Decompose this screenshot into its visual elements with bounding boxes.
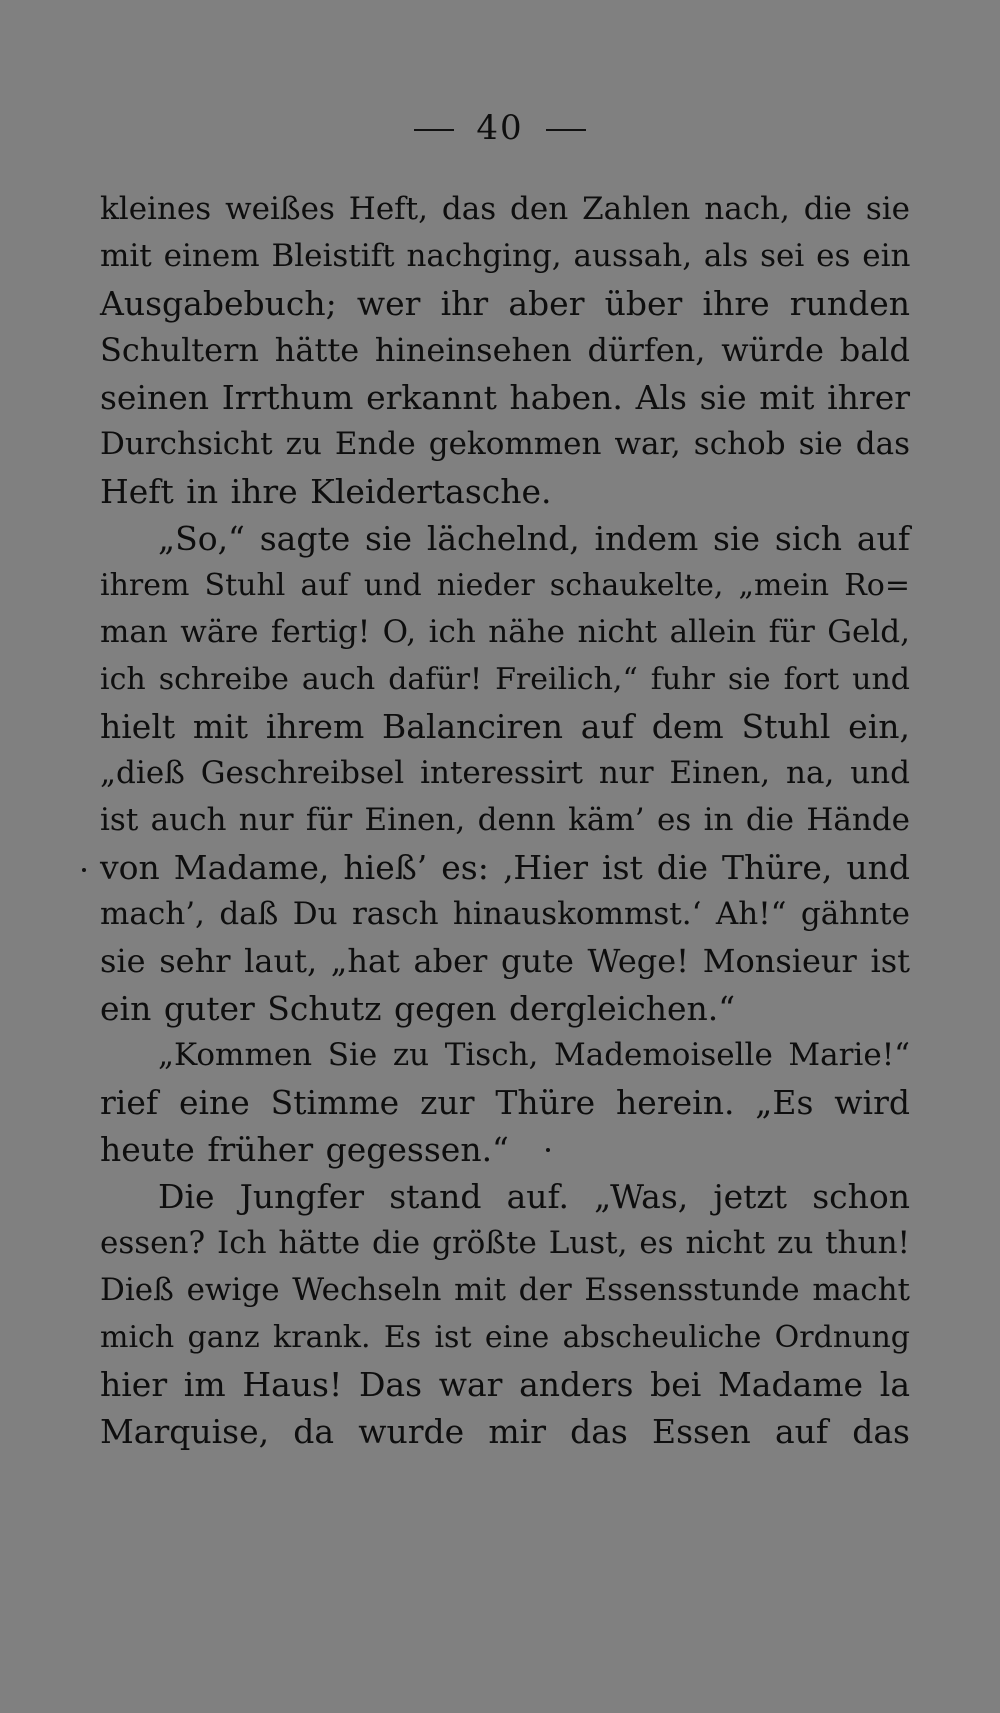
text-line: heute früher gegessen.“	[100, 1130, 509, 1169]
text-line: mit einem Bleistift nachging, aussah, als sei es ein	[100, 238, 911, 274]
ink-speck	[546, 1148, 550, 1152]
text-line: kleines weißes Heft, das den Zahlen nach, die sie	[100, 191, 910, 227]
text-line: von Madame, hieß’ es: ‚Hier ist die Thüre, und	[100, 848, 910, 887]
text-line: Marquise, da wurde mir das Essen auf das	[100, 1412, 910, 1451]
text-line: mich ganz krank. Es ist eine abscheuliche Ordnung	[100, 1320, 910, 1355]
text-line: „Kommen Sie zu Tisch, Mademoiselle Marie!“	[158, 1037, 910, 1073]
ink-speck	[82, 868, 86, 872]
text-line: ist auch nur für Einen, denn käm’ es in die Hände	[100, 802, 910, 838]
text-line: Heft in ihre Kleidertasche.	[100, 472, 552, 511]
text-line: „dieß Geschreibsel interessirt nur Einen, na, und	[100, 755, 910, 791]
text-line: hielt mit ihrem Balanciren auf dem Stuhl ein,	[100, 707, 910, 746]
text-line: sie sehr laut, „hat aber gute Wege! Monsieur ist	[100, 942, 910, 980]
text-line: seinen Irrthum erkannt haben. Als sie mit ihrer	[100, 378, 910, 417]
text-line: ein guter Schutz gegen dergleichen.“	[100, 989, 736, 1028]
page-number-dash-right	[546, 129, 586, 131]
text-line: rief eine Stimme zur Thüre herein. „Es wird	[100, 1083, 910, 1122]
text-line: man wäre fertig! O, ich nähe nicht allein für Geld,	[100, 614, 910, 650]
text-line: „So,“ sagte sie lächelnd, indem sie sich auf	[158, 519, 910, 558]
text-line: Dieß ewige Wechseln mit der Essensstunde macht	[100, 1272, 910, 1308]
page-number-dash-left	[414, 129, 454, 131]
text-line: Durchsicht zu Ende gekommen war, schob sie das	[100, 426, 910, 462]
text-line: hier im Haus! Das war anders bei Madame la	[100, 1365, 910, 1404]
text-line: essen? Ich hätte die größte Lust, es nicht zu thun!	[100, 1225, 910, 1261]
page-number-value: 40	[476, 108, 524, 148]
text-line: mach’, daß Du rasch hinauskommst.‘ Ah!“ gähnte	[100, 896, 910, 932]
text-line: Die Jungfer stand auf. „Was, jetzt schon	[158, 1177, 910, 1216]
text-line: Schultern hätte hineinsehen dürfen, würde bald	[100, 331, 910, 369]
text-line: Ausgabebuch; wer ihr aber über ihre runden	[100, 284, 910, 323]
page-number	[0, 108, 1000, 148]
body-text	[100, 186, 910, 1455]
text-line: ihrem Stuhl auf und nieder schaukelte, „mein Ro=	[100, 568, 910, 603]
text-line: ich schreibe auch dafür! Freilich,“ fuhr sie fort und	[100, 662, 910, 697]
